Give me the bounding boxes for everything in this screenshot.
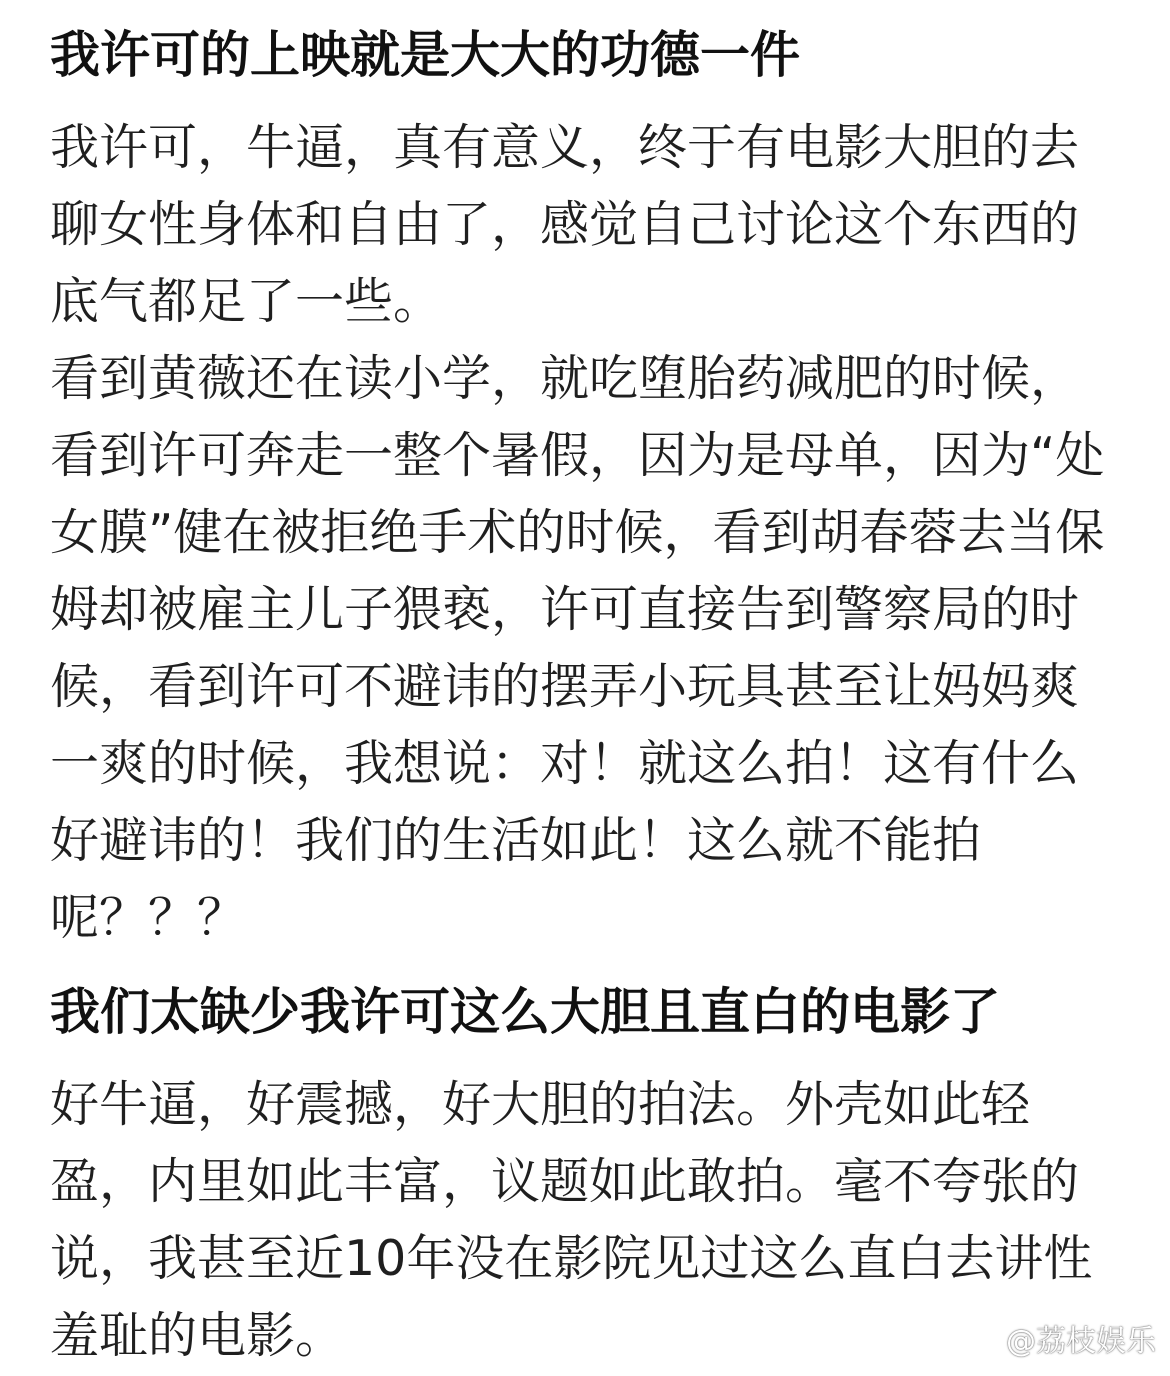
body-line: 底气都足了一些。 — [50, 273, 443, 330]
watermark-text: @荔枝娱乐 — [1006, 1323, 1156, 1359]
weibo-icon — [954, 1319, 998, 1364]
section-body-1 — [50, 109, 1104, 956]
body-line: 好避讳的！我们的生活如此！这么就不能拍 — [50, 812, 982, 869]
watermark — [954, 1319, 1156, 1364]
body-line: 好牛逼，好震撼，好大胆的拍法。外壳如此轻 — [50, 1076, 1031, 1133]
body-line: 候，看到许可不避讳的摆弄小玩具甚至让妈妈爽 — [50, 658, 1080, 715]
body-line: 看到黄薇还在读小学，就吃堕胎药减肥的时候， — [50, 350, 1080, 407]
body-line: 女膜”健在被拒绝手术的时候，看到胡春蓉去当保 — [50, 504, 1105, 561]
body-line: 聊女性身体和自由了，感觉自己讨论这个东西的 — [50, 196, 1080, 253]
body-line: 盈，内里如此丰富，议题如此敢拍。毫不夸张的 — [50, 1153, 1080, 1210]
body-line: 说，我甚至近10年没在影院见过这么直白去讲性 — [50, 1230, 1093, 1287]
body-line: 呢？？？ — [50, 889, 247, 946]
body-line: 看到许可奔走一整个暑假，因为是母单，因为“处 — [50, 427, 1105, 484]
section-heading-2: 我们太缺少我许可这么大胆且直白的电影了 — [50, 983, 1000, 1041]
body-line: 我许可，牛逼，真有意义，终于有电影大胆的去 — [50, 119, 1080, 176]
section-body-2 — [50, 1066, 1092, 1374]
body-line: 一爽的时候，我想说：对！就这么拍！这有什么 — [50, 735, 1080, 792]
body-line: 羞耻的电影。 — [50, 1307, 345, 1364]
body-line: 姆却被雇主儿子猥亵，许可直接告到警察局的时 — [50, 581, 1080, 638]
section-heading-1: 我许可的上映就是大大的功德一件 — [50, 26, 800, 84]
